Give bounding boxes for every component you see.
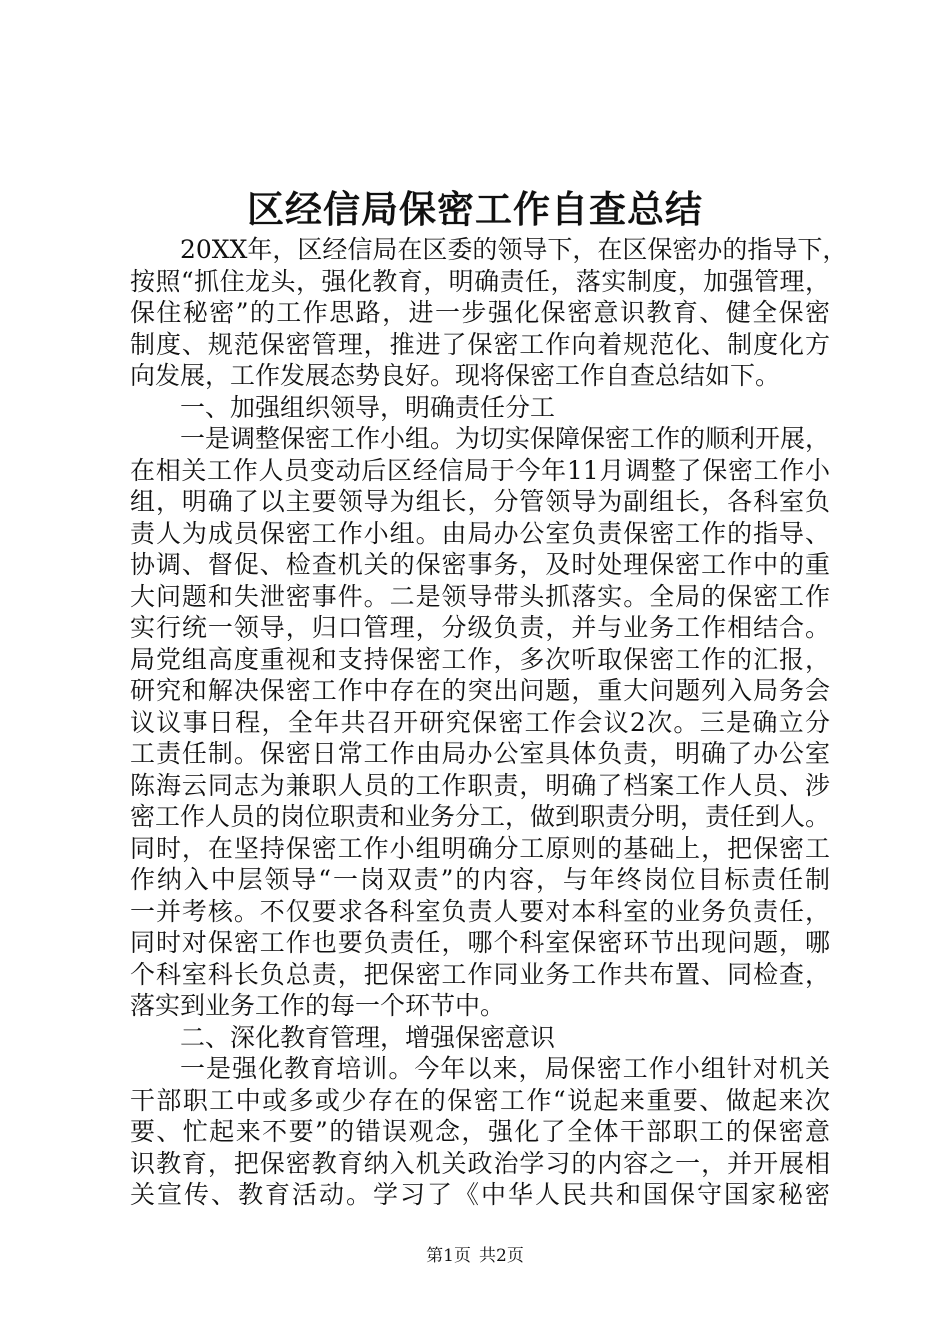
paragraph-line: 一是调整保密工作小组。为切实保障保密工作的顺利开展，: [180, 424, 831, 453]
paragraph-line: 识教育，把保密教育纳入机关政治学习的内容之一，并开展相: [130, 1148, 830, 1178]
page-footer: [0, 1244, 950, 1268]
paragraph-line: 实行统一领导，归口管理，分级负责，并与业务工作相结合。: [130, 613, 830, 642]
paragraph-line: 落实到业务工作的每一个环节中。: [130, 991, 506, 1020]
page-number: 第1页: [426, 1246, 471, 1266]
paragraph-line: 议议事日程，全年共召开研究保密工作会议2次。三是确立分: [130, 707, 830, 737]
paragraph-line: 保住秘密”的工作思路，进一步强化保密意识教育、健全保密: [130, 298, 830, 327]
section-heading: 二、深化教育管理，增强保密意识: [180, 1022, 556, 1052]
paragraph-line: 20XX年，区经信局在区委的领导下，在区保密办的指导下，: [180, 235, 848, 264]
paragraph-line: 按照“抓住龙头，强化教育，明确责任，落实制度，加强管理，: [130, 266, 830, 296]
paragraph-line: 组，明确了以主要领导为组长，分管领导为副组长，各科室负: [130, 487, 830, 516]
paragraph-line: 局党组高度重视和支持保密工作，多次听取保密工作的汇报，: [130, 644, 830, 674]
paragraph-line: 一是强化教育培训。今年以来，局保密工作小组针对机关: [180, 1054, 830, 1083]
paragraph-line: 同时，在坚持保密工作小组明确分工原则的基础上，把保密工: [130, 833, 830, 863]
paragraph-line: 关宣传、教育活动。学习了《中华人民共和国保守国家秘密: [130, 1180, 830, 1209]
paragraph-line: 干部职工中或多或少存在的保密工作“说起来重要、做起来次: [130, 1085, 830, 1115]
paragraph-line: 要、忙起来不要”的错误观念，强化了全体干部职工的保密意: [130, 1117, 830, 1146]
document-body: [130, 234, 848, 1211]
paragraph-line: 一并考核。不仅要求各科室负责人要对本科室的业务负责任，: [130, 896, 830, 926]
paragraph-line: 大问题和失泄密事件。二是领导带头抓落实。全局的保密工作: [130, 581, 830, 611]
paragraph-line: 制度、规范保密管理，推进了保密工作向着规范化、制度化方: [130, 329, 830, 359]
paragraph-line: 陈海云同志为兼职人员的工作职责，明确了档案工作人员、涉: [130, 770, 830, 800]
paragraph-line: 研究和解决保密工作中存在的突出问题，重大问题列入局务会: [130, 676, 830, 705]
page-total: 共2页: [479, 1246, 524, 1266]
document-title: 区经信局保密工作自查总结: [247, 187, 703, 231]
paragraph-line: 密工作人员的岗位职责和业务分工，做到职责分明，责任到人。: [130, 802, 831, 831]
paragraph-line: 工责任制。保密日常工作由局办公室具体负责，明确了办公室: [130, 739, 830, 768]
paragraph-line: 向发展，工作发展态势良好。现将保密工作自查总结如下。: [130, 361, 781, 390]
paragraph-line: 在相关工作人员变动后区经信局于今年11月调整了保密工作小: [130, 455, 830, 485]
paragraph-line: 协调、督促、检查机关的保密事务，及时处理保密工作中的重: [130, 550, 830, 579]
paragraph-line: 个科室科长负总责，把保密工作同业务工作共布置、同检查，: [130, 959, 830, 989]
section-heading: 一、加强组织领导，明确责任分工: [180, 392, 556, 422]
paragraph-line: 作纳入中层领导“一岗双责”的内容，与年终岗位目标责任制: [130, 865, 830, 894]
paragraph-line: 责人为成员保密工作小组。由局办公室负责保密工作的指导、: [130, 518, 830, 548]
paragraph-line: 同时对保密工作也要负责任，哪个科室保密环节出现问题，哪: [130, 928, 830, 957]
